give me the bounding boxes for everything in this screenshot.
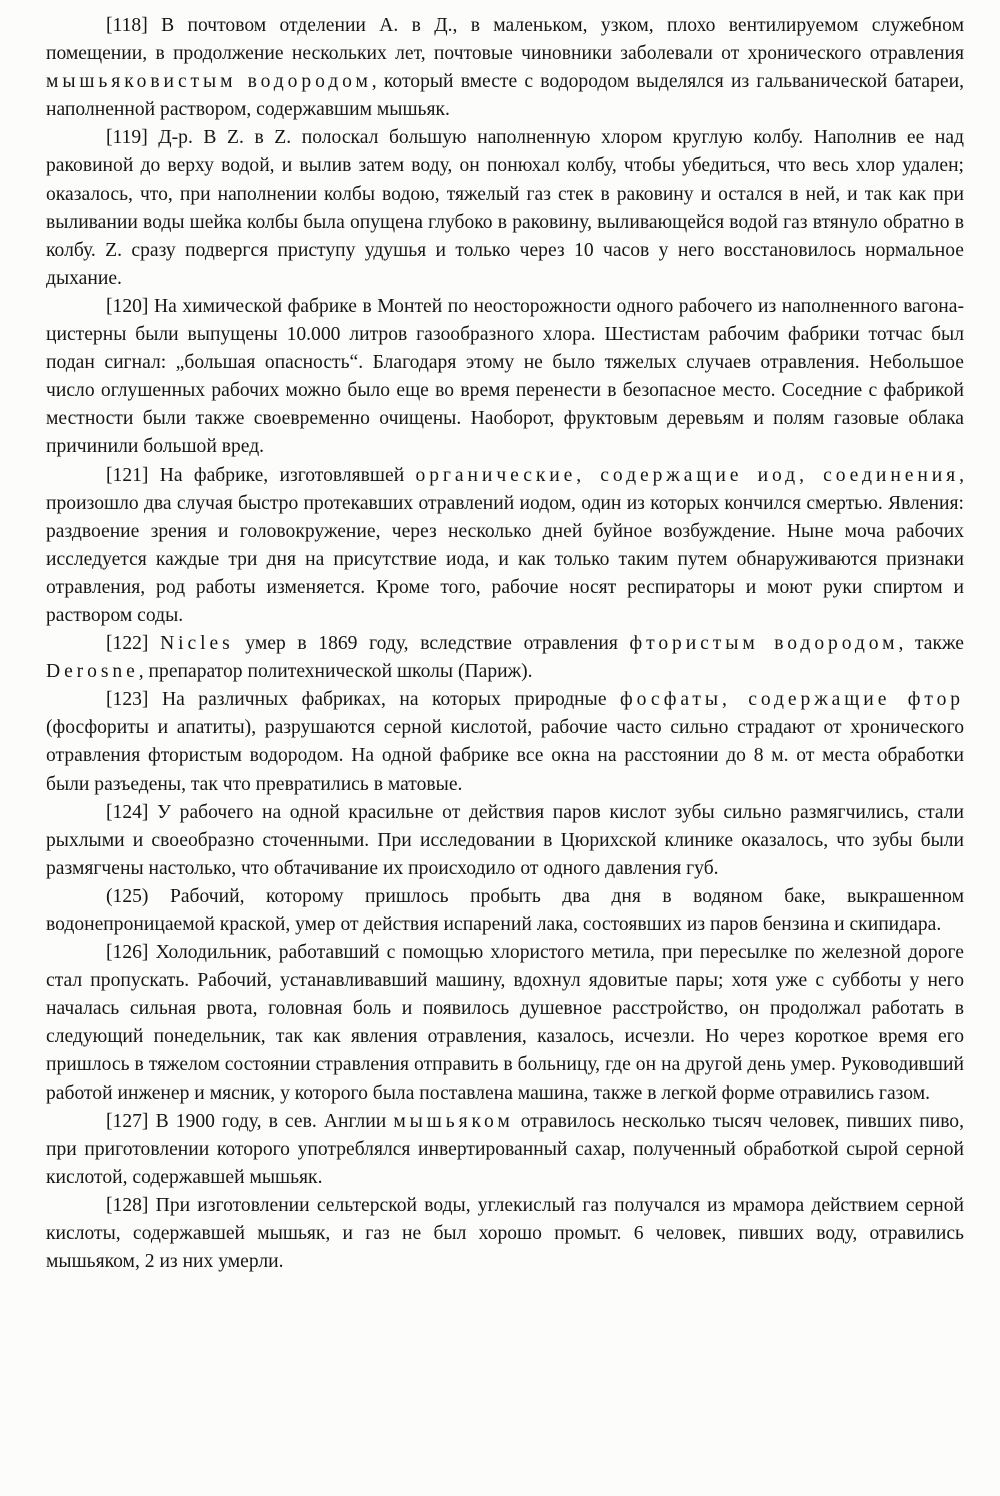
paragraph-number: [128] (106, 1194, 149, 1216)
spaced-emphasis-text: мышьяком (393, 1110, 514, 1132)
paragraph-list (46, 12, 964, 1276)
text-segment: умер в 1869 году, вследствие отравления (233, 633, 630, 655)
paragraph-number: [127] (106, 1110, 149, 1132)
paragraph-number: [126] (106, 942, 149, 964)
text-segment: Д-р. В Z. в Z. полоскал большую наполненную хлором круглую колбу. Наполнив ее над раковиной до верху водой, и вылив затем воду, он понюхал колбу, чтобы убедиться, что весь хлор удален; оказалось, что, при наполнении колбы водою, тяжелый газ стек в раковину и остался в ней, и так как при выливании воды шейка колбы была опущена глубоко в раковину, выливающейся водой газ втянуло обратно в колбу. Z. сразу подвергся приступу удушья и только через 10 часов у него восстановилось нормальное дыхание. (46, 127, 964, 289)
text-segment: В почтовом отделении А. в Д., в маленьком, узком, плохо вентилируемом служебном помещении, в продолжение нескольких лет, почтовые чиновники заболевали от хронического отравления (46, 15, 964, 65)
paragraph-number: (125) (106, 885, 149, 907)
text-segment: Рабочий, которому пришлось пробыть два дня в водяном баке, выкрашенном водонепроницаемой краской, умер от действия испарений лака, состоявших из паров бензина и скипидара. (46, 885, 964, 935)
text-segment: При изготовлении сельтерской воды, углекислый газ получался из мрамора действием серной кислоты, содержавшей мышьяк, и газ не был хорошо промыт. 6 человек, пивших воду, отравились мышьяком, 2 из них умерли. (46, 1194, 964, 1273)
paragraph-number: [122] (106, 633, 149, 655)
paragraph-120 (46, 293, 964, 462)
text-segment: У рабочего на одной красильне от действия паров кислот зубы сильно размягчились, стали рыхлыми и своеобразно сточенными. При исследовании в Цюрихской клинике оказалось, что зубы были размягчены настолько, что обтачивание их происходило от одного давления губ. (46, 801, 965, 879)
text-segment: , также (898, 633, 965, 655)
text-segment: На фабрике, изготовлявшей (159, 464, 416, 486)
spaced-emphasis-text: органические, содержащие иод, соединения (415, 464, 960, 486)
text-segment: , который вместе с водородом выделялся из гальванической батареи, наполненной раствором, содержавшим мышьяк. (46, 71, 964, 121)
paragraph-number: [119] (106, 127, 148, 149)
paragraph-122 (46, 630, 964, 686)
text-segment: , препаратор политехнической школы (Париж). (138, 661, 533, 683)
spaced-emphasis-text: фосфаты, содержащие фтор (620, 689, 965, 711)
spaced-emphasis-text: Derosne (46, 661, 139, 683)
paragraph-119 (46, 124, 964, 293)
text-segment: Холодильник, работавший с помощью хлористого метила, при пересылке по железной дороге стал пропускать. Рабочий, устанавливавший машину, вдохнул ядовитые пары; хотя уже с субботы у него началась сильная рвота, головная боль и появилось душевное расстройство, он продолжал работать в следующий понедельник, так как явления отравления, казалось, исчезли. Но через короткое время его пришлось в тяжелом состоянии стравления отправить в больницу, где он на другой день умер. Руководивший работой инженер и мясник, у которого была поставлена машина, также в легкой форме отравились газом. (46, 942, 964, 1104)
spaced-emphasis-text: фтористым водородом (629, 633, 899, 655)
text-segment: отравилось несколько тысяч человек, пивших пиво, при приготовлении которого употреблялся инвертированный сахар, полученный обработкой сырой серной кислотой, содержавшей мышьяк. (46, 1110, 965, 1188)
paragraph-number: [121] (106, 464, 149, 486)
text-segment: , произошло два случая быстро протекавших отравлений иодом, один из которых кончился смертью. Явления: раздвоение зрения и головокружение, через несколько дней буйное возбуждение. Ныне моча рабочих исследуется каждые три дня на присутствие иода, и как только таким путем обнаруживаются признаки отравления, род работы изменяется. Кроме того, рабочие носят респираторы и моют руки спиртом и раствором соды. (46, 464, 965, 626)
spaced-emphasis-text: Nicles (160, 633, 234, 655)
paragraph-number: [123] (106, 689, 149, 711)
text-segment: На различных фабриках, на которых природные (161, 689, 621, 711)
paragraph-125 (46, 883, 964, 939)
spaced-emphasis-text: мышьяковистым водородом (46, 71, 372, 93)
paragraph-126 (46, 939, 964, 1108)
paragraph-number: [120] (106, 295, 149, 317)
paragraph-118 (46, 12, 964, 124)
paragraph-number: [124] (106, 801, 149, 823)
text-segment: (фосфориты и апатиты), разрушаются серной кислотой, рабочие часто сильно страдают от хронического отравления фтористым водородом. На одной фабрике все окна на расстоянии до 8 м. от места обработки были разъедены, так что превратились в матовые. (46, 717, 964, 795)
paragraph-128 (46, 1192, 964, 1276)
text-segment: На химической фабрике в Монтей по неосторожности одного рабочего из наполненного вагона-цистерны были выпущены 10.000 литров газообразного хлора. Шестистам рабочим фабрики тотчас был подан сигнал: „большая опасность“. Благодаря этому не было тяжелых случаев отравления. Небольшое число оглушенных рабочих можно было еще во время перенести в безопасное место. Соседние с фабрикой местности были также своевременно очищены. Наоборот, фруктовым деревьям и полям газовые облака причинили большой вред. (46, 295, 965, 458)
paragraph-number: [118] (106, 15, 148, 36)
paragraph-127 (46, 1108, 964, 1192)
paragraph-121 (46, 462, 964, 631)
paragraph-124 (46, 799, 964, 883)
paragraph-123 (46, 686, 964, 798)
text-segment: В 1900 году, в сев. Англии (155, 1110, 394, 1132)
